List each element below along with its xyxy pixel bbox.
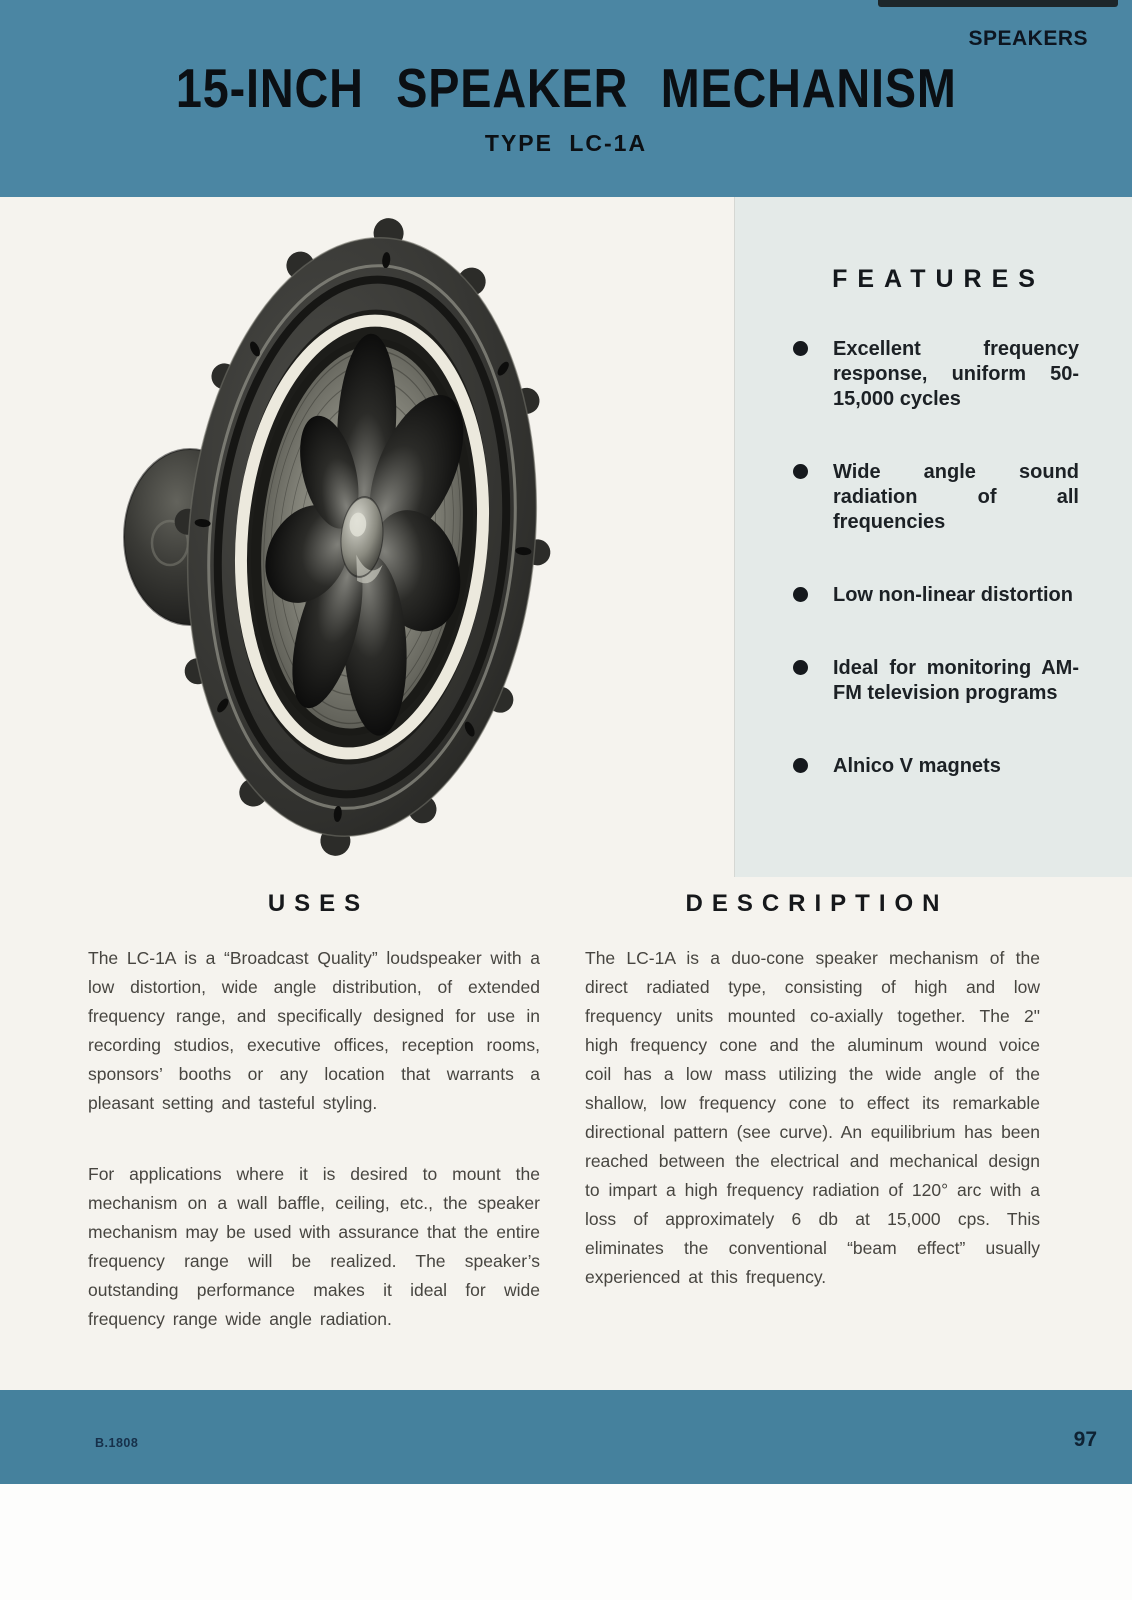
page-number: 97 bbox=[1073, 1428, 1097, 1451]
footer-band bbox=[0, 1390, 1132, 1484]
page-title bbox=[0, 56, 1132, 120]
bullet-icon bbox=[793, 758, 808, 773]
uses-paragraph: The LC-1A is a “Broadcast Quality” loudspeaker with a low distortion, wide angle distribution, of extended frequency range, and specifically designed for use in recording studios, executive offices, reception rooms, sponsors’ booths or any location that warrants a pleasant setting and tasteful styling. bbox=[88, 948, 540, 1113]
header-band bbox=[0, 0, 1132, 200]
page-title-text: 15-INCH SPEAKER MECHANISM bbox=[175, 57, 957, 119]
bottom-margin bbox=[0, 1484, 1132, 1600]
uses-heading: USES bbox=[267, 890, 370, 917]
bullet-icon bbox=[793, 660, 808, 675]
content-area bbox=[0, 197, 1132, 1390]
description-body bbox=[585, 944, 1040, 1292]
document-number: B.1808 bbox=[95, 1436, 139, 1450]
feature-text: Low non-linear distortion bbox=[833, 584, 1073, 606]
features-panel bbox=[735, 197, 1132, 877]
features-list bbox=[793, 337, 1079, 827]
uses-paragraph: For applications where it is desired to mount the mechanism on a wall baffle, ceiling, etc., the speaker mechanism may be used with assurance that the entire frequency range will be realized. The speaker’s outstanding performance makes it ideal for wide frequency range wide angle radiation. bbox=[88, 1164, 540, 1329]
section-label: SPEAKERS bbox=[968, 27, 1088, 50]
description-section bbox=[585, 890, 1040, 1376]
page-subtitle: TYPE LC-1A bbox=[484, 130, 648, 156]
scan-artifact-edge bbox=[878, 0, 1118, 7]
feature-item bbox=[793, 583, 1079, 608]
bullet-icon bbox=[793, 464, 808, 479]
bullet-icon bbox=[793, 587, 808, 602]
feature-text: Wide angle sound radiation of all frequencies bbox=[833, 461, 1079, 533]
features-heading: FEATURES bbox=[832, 265, 1045, 293]
feature-item bbox=[793, 460, 1079, 535]
body-columns bbox=[88, 890, 1040, 1376]
speaker-illustration bbox=[90, 207, 650, 887]
speaker-photo bbox=[90, 207, 650, 887]
uses-section bbox=[88, 890, 540, 1376]
description-paragraph: The LC-1A is a duo-cone speaker mechanism of the direct radiated type, consisting of high and low frequency units mounted co-axially together. The 2" high frequency cone and the aluminum wound voice coil has a low mass utilizing the wide angle of the shallow, low frequency cone to effect its remarkable directional pattern (see curve). An equilibrium has been reached between the electrical and mechanical design to impart a high frequency radiation of 120° arc with a loss of approximately 6 db at 15,000 cps. This eliminates the conventional “beam effect” usually experienced at this frequency. bbox=[585, 948, 1040, 1287]
feature-text: Ideal for monitoring AM-FM television programs bbox=[833, 657, 1079, 704]
feature-text: Excellent frequency response, uniform 50-15,000 cycles bbox=[833, 338, 1079, 410]
feature-text: Alnico V magnets bbox=[833, 755, 1001, 777]
uses-body bbox=[88, 944, 540, 1334]
description-heading: DESCRIPTION bbox=[685, 890, 949, 917]
feature-item bbox=[793, 337, 1079, 412]
bullet-icon bbox=[793, 341, 808, 356]
feature-item bbox=[793, 656, 1079, 706]
feature-item bbox=[793, 754, 1079, 779]
